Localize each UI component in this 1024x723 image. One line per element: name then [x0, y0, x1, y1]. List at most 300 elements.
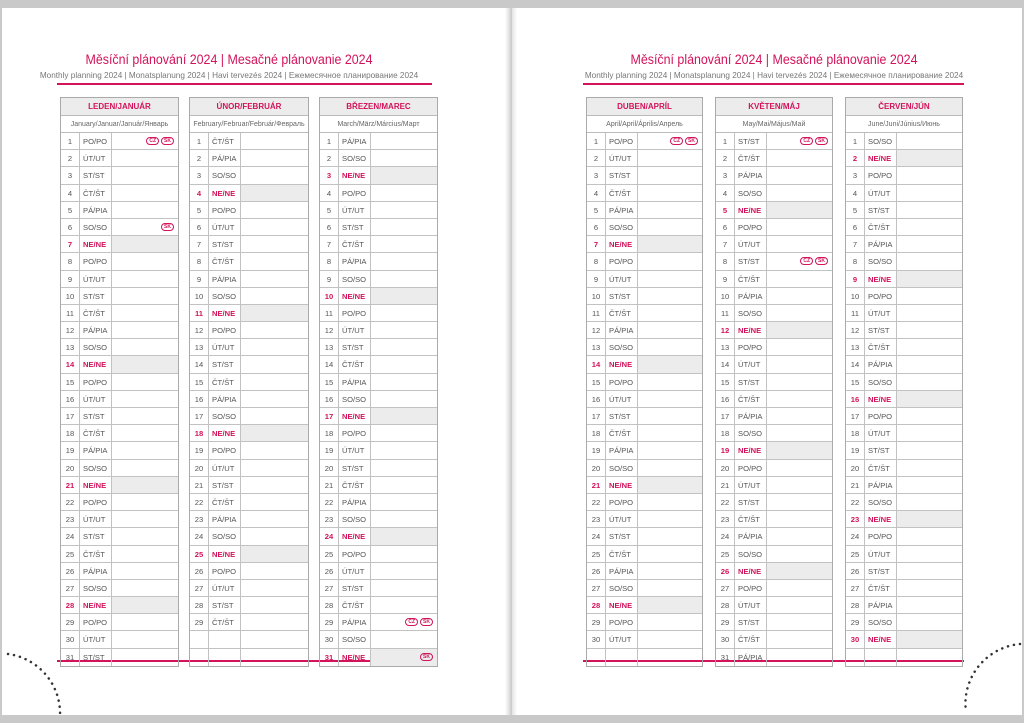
- day-row[interactable]: [320, 408, 437, 425]
- day-row[interactable]: [587, 219, 702, 236]
- notes-cell[interactable]: [897, 442, 962, 458]
- notes-cell[interactable]: [638, 133, 702, 149]
- day-row[interactable]: [320, 580, 437, 597]
- notes-cell[interactable]: [371, 271, 437, 287]
- notes-cell[interactable]: [112, 339, 178, 355]
- notes-cell[interactable]: [897, 580, 962, 596]
- day-row[interactable]: [716, 614, 832, 631]
- day-row[interactable]: [716, 202, 832, 219]
- notes-cell[interactable]: [371, 580, 437, 596]
- day-row[interactable]: [320, 305, 437, 322]
- notes-cell[interactable]: [897, 133, 962, 149]
- notes-cell[interactable]: [241, 442, 308, 458]
- day-row[interactable]: [587, 202, 702, 219]
- day-row[interactable]: [846, 425, 962, 442]
- notes-cell[interactable]: [767, 649, 832, 666]
- notes-cell[interactable]: [371, 408, 437, 424]
- day-row[interactable]: [320, 494, 437, 511]
- notes-cell[interactable]: [371, 563, 437, 579]
- day-row[interactable]: [320, 477, 437, 494]
- notes-cell[interactable]: [371, 202, 437, 218]
- day-row[interactable]: [61, 425, 178, 442]
- notes-cell[interactable]: [638, 356, 702, 372]
- notes-cell[interactable]: [638, 546, 702, 562]
- day-row[interactable]: [587, 597, 702, 614]
- day-row[interactable]: [190, 580, 308, 597]
- notes-cell[interactable]: [767, 253, 832, 269]
- notes-cell[interactable]: [112, 288, 178, 304]
- notes-cell[interactable]: [897, 460, 962, 476]
- day-row[interactable]: [190, 236, 308, 253]
- notes-cell[interactable]: [767, 305, 832, 321]
- notes-cell[interactable]: [371, 597, 437, 613]
- day-row[interactable]: [61, 322, 178, 339]
- day-row[interactable]: [61, 649, 178, 666]
- day-row[interactable]: [716, 408, 832, 425]
- day-row[interactable]: [320, 511, 437, 528]
- notes-cell[interactable]: [371, 649, 437, 666]
- notes-cell[interactable]: [767, 150, 832, 166]
- day-row[interactable]: [61, 477, 178, 494]
- notes-cell[interactable]: [371, 339, 437, 355]
- notes-cell[interactable]: [638, 271, 702, 287]
- notes-cell[interactable]: [112, 271, 178, 287]
- notes-cell[interactable]: [897, 528, 962, 544]
- day-row[interactable]: [61, 511, 178, 528]
- day-row[interactable]: [716, 356, 832, 373]
- notes-cell[interactable]: [897, 477, 962, 493]
- day-row[interactable]: [716, 460, 832, 477]
- day-row[interactable]: [61, 339, 178, 356]
- day-row[interactable]: [716, 374, 832, 391]
- day-row[interactable]: [587, 322, 702, 339]
- notes-cell[interactable]: [767, 425, 832, 441]
- notes-cell[interactable]: [767, 374, 832, 390]
- notes-cell[interactable]: [112, 322, 178, 338]
- day-row[interactable]: [716, 339, 832, 356]
- notes-cell[interactable]: [767, 511, 832, 527]
- day-row[interactable]: [190, 185, 308, 202]
- notes-cell[interactable]: [897, 597, 962, 613]
- notes-cell[interactable]: [638, 528, 702, 544]
- notes-cell[interactable]: [638, 236, 702, 252]
- day-row[interactable]: [846, 202, 962, 219]
- day-row[interactable]: [716, 649, 832, 666]
- notes-cell[interactable]: [767, 167, 832, 183]
- day-row[interactable]: [716, 236, 832, 253]
- notes-cell[interactable]: [112, 511, 178, 527]
- day-row[interactable]: [61, 374, 178, 391]
- notes-cell[interactable]: [897, 167, 962, 183]
- day-row[interactable]: [190, 133, 308, 150]
- notes-cell[interactable]: [241, 563, 308, 579]
- day-row[interactable]: [61, 133, 178, 150]
- day-row[interactable]: [587, 305, 702, 322]
- day-row[interactable]: [61, 271, 178, 288]
- notes-cell[interactable]: [112, 528, 178, 544]
- notes-cell[interactable]: [112, 614, 178, 630]
- day-row[interactable]: [190, 528, 308, 545]
- day-row[interactable]: [320, 185, 437, 202]
- day-row[interactable]: [61, 219, 178, 236]
- notes-cell[interactable]: [241, 494, 308, 510]
- notes-cell[interactable]: [638, 391, 702, 407]
- day-row[interactable]: [61, 460, 178, 477]
- day-row[interactable]: [190, 253, 308, 270]
- notes-cell[interactable]: [371, 511, 437, 527]
- notes-cell[interactable]: [371, 614, 437, 630]
- notes-cell[interactable]: [371, 374, 437, 390]
- notes-cell[interactable]: [767, 236, 832, 252]
- notes-cell[interactable]: [638, 185, 702, 201]
- day-row[interactable]: [320, 339, 437, 356]
- notes-cell[interactable]: [767, 477, 832, 493]
- notes-cell[interactable]: [371, 322, 437, 338]
- day-row[interactable]: [716, 425, 832, 442]
- day-row[interactable]: [190, 356, 308, 373]
- day-row[interactable]: [190, 563, 308, 580]
- notes-cell[interactable]: [897, 631, 962, 647]
- notes-cell[interactable]: [371, 236, 437, 252]
- notes-cell[interactable]: [241, 150, 308, 166]
- notes-cell[interactable]: [371, 356, 437, 372]
- day-row[interactable]: [716, 167, 832, 184]
- notes-cell[interactable]: [638, 580, 702, 596]
- day-row[interactable]: [320, 374, 437, 391]
- day-row[interactable]: [61, 563, 178, 580]
- notes-cell[interactable]: [767, 202, 832, 218]
- day-row[interactable]: [320, 528, 437, 545]
- day-row[interactable]: [320, 219, 437, 236]
- day-row[interactable]: [716, 185, 832, 202]
- notes-cell[interactable]: [767, 631, 832, 647]
- day-row[interactable]: [716, 305, 832, 322]
- day-row[interactable]: [846, 442, 962, 459]
- day-row[interactable]: [61, 391, 178, 408]
- day-row[interactable]: [587, 236, 702, 253]
- notes-cell[interactable]: [897, 408, 962, 424]
- notes-cell[interactable]: [241, 202, 308, 218]
- day-row[interactable]: [190, 322, 308, 339]
- notes-cell[interactable]: [371, 133, 437, 149]
- notes-cell[interactable]: [638, 150, 702, 166]
- notes-cell[interactable]: [112, 356, 178, 372]
- day-row[interactable]: [587, 253, 702, 270]
- notes-cell[interactable]: [241, 253, 308, 269]
- notes-cell[interactable]: [241, 597, 308, 613]
- notes-cell[interactable]: [241, 374, 308, 390]
- notes-cell[interactable]: [767, 322, 832, 338]
- notes-cell[interactable]: [767, 614, 832, 630]
- day-row[interactable]: [320, 167, 437, 184]
- notes-cell[interactable]: [897, 150, 962, 166]
- notes-cell[interactable]: [638, 425, 702, 441]
- notes-cell[interactable]: [112, 133, 178, 149]
- day-row[interactable]: [846, 288, 962, 305]
- notes-cell[interactable]: [897, 219, 962, 235]
- day-row[interactable]: [846, 477, 962, 494]
- notes-cell[interactable]: [897, 202, 962, 218]
- day-row[interactable]: [587, 442, 702, 459]
- notes-cell[interactable]: [241, 236, 308, 252]
- notes-cell[interactable]: [112, 185, 178, 201]
- day-row[interactable]: [320, 202, 437, 219]
- notes-cell[interactable]: [897, 185, 962, 201]
- notes-cell[interactable]: [371, 391, 437, 407]
- notes-cell[interactable]: [371, 150, 437, 166]
- day-row[interactable]: [846, 563, 962, 580]
- notes-cell[interactable]: [241, 511, 308, 527]
- day-row[interactable]: [587, 528, 702, 545]
- notes-cell[interactable]: [638, 511, 702, 527]
- day-row[interactable]: [61, 408, 178, 425]
- notes-cell[interactable]: [112, 391, 178, 407]
- day-row[interactable]: [587, 494, 702, 511]
- day-row[interactable]: [320, 356, 437, 373]
- day-row[interactable]: [320, 133, 437, 150]
- day-row[interactable]: [846, 597, 962, 614]
- day-row[interactable]: [190, 374, 308, 391]
- day-row[interactable]: [716, 442, 832, 459]
- day-row[interactable]: [320, 322, 437, 339]
- day-row[interactable]: [61, 305, 178, 322]
- notes-cell[interactable]: [241, 614, 308, 630]
- day-row[interactable]: [846, 408, 962, 425]
- notes-cell[interactable]: [638, 494, 702, 510]
- day-row[interactable]: [587, 580, 702, 597]
- day-row[interactable]: [846, 391, 962, 408]
- notes-cell[interactable]: [767, 356, 832, 372]
- notes-cell[interactable]: [371, 460, 437, 476]
- day-row[interactable]: [320, 597, 437, 614]
- notes-cell[interactable]: [371, 425, 437, 441]
- day-row[interactable]: [716, 546, 832, 563]
- notes-cell[interactable]: [638, 305, 702, 321]
- day-row[interactable]: [846, 133, 962, 150]
- day-row[interactable]: [61, 580, 178, 597]
- notes-cell[interactable]: [112, 597, 178, 613]
- day-row[interactable]: [587, 339, 702, 356]
- day-row[interactable]: [846, 185, 962, 202]
- notes-cell[interactable]: [112, 305, 178, 321]
- day-row[interactable]: [587, 133, 702, 150]
- day-row[interactable]: [716, 597, 832, 614]
- day-row[interactable]: [320, 442, 437, 459]
- notes-cell[interactable]: [241, 546, 308, 562]
- day-row[interactable]: [320, 425, 437, 442]
- notes-cell[interactable]: [241, 185, 308, 201]
- notes-cell[interactable]: [638, 253, 702, 269]
- notes-cell[interactable]: [897, 614, 962, 630]
- day-row[interactable]: [846, 167, 962, 184]
- day-row[interactable]: [190, 219, 308, 236]
- notes-cell[interactable]: [112, 236, 178, 252]
- day-row[interactable]: [587, 408, 702, 425]
- day-row[interactable]: [846, 631, 962, 648]
- day-row[interactable]: [61, 150, 178, 167]
- day-row[interactable]: [846, 546, 962, 563]
- notes-cell[interactable]: [897, 511, 962, 527]
- notes-cell[interactable]: [897, 271, 962, 287]
- notes-cell[interactable]: [241, 460, 308, 476]
- day-row[interactable]: [587, 511, 702, 528]
- day-row[interactable]: [846, 356, 962, 373]
- notes-cell[interactable]: [767, 133, 832, 149]
- notes-cell[interactable]: [767, 528, 832, 544]
- day-row[interactable]: [716, 528, 832, 545]
- day-row[interactable]: [587, 185, 702, 202]
- notes-cell[interactable]: [371, 219, 437, 235]
- notes-cell[interactable]: [638, 442, 702, 458]
- notes-cell[interactable]: [371, 442, 437, 458]
- notes-cell[interactable]: [241, 408, 308, 424]
- day-row[interactable]: [587, 150, 702, 167]
- notes-cell[interactable]: [241, 305, 308, 321]
- day-row[interactable]: [190, 167, 308, 184]
- day-row[interactable]: [716, 219, 832, 236]
- day-row[interactable]: [846, 460, 962, 477]
- notes-cell[interactable]: [897, 425, 962, 441]
- day-row[interactable]: [587, 631, 702, 648]
- day-row[interactable]: [320, 150, 437, 167]
- notes-cell[interactable]: [638, 614, 702, 630]
- notes-cell[interactable]: [767, 391, 832, 407]
- notes-cell[interactable]: [638, 563, 702, 579]
- notes-cell[interactable]: [112, 631, 178, 647]
- day-row[interactable]: [320, 288, 437, 305]
- notes-cell[interactable]: [112, 253, 178, 269]
- notes-cell[interactable]: [638, 477, 702, 493]
- notes-cell[interactable]: [638, 408, 702, 424]
- day-row[interactable]: [846, 305, 962, 322]
- notes-cell[interactable]: [767, 408, 832, 424]
- notes-cell[interactable]: [371, 185, 437, 201]
- day-row[interactable]: [846, 253, 962, 270]
- day-row[interactable]: [320, 546, 437, 563]
- day-row[interactable]: [587, 288, 702, 305]
- notes-cell[interactable]: [241, 219, 308, 235]
- notes-cell[interactable]: [371, 477, 437, 493]
- day-row[interactable]: [320, 253, 437, 270]
- day-row[interactable]: [716, 150, 832, 167]
- day-row[interactable]: [320, 271, 437, 288]
- notes-cell[interactable]: [897, 391, 962, 407]
- notes-cell[interactable]: [112, 425, 178, 441]
- day-row[interactable]: [190, 339, 308, 356]
- notes-cell[interactable]: [897, 288, 962, 304]
- notes-cell[interactable]: [241, 477, 308, 493]
- day-row[interactable]: [587, 614, 702, 631]
- notes-cell[interactable]: [112, 442, 178, 458]
- notes-cell[interactable]: [371, 494, 437, 510]
- day-row[interactable]: [61, 614, 178, 631]
- day-row[interactable]: [587, 546, 702, 563]
- day-row[interactable]: [61, 494, 178, 511]
- notes-cell[interactable]: [241, 133, 308, 149]
- day-row[interactable]: [320, 563, 437, 580]
- notes-cell[interactable]: [638, 202, 702, 218]
- notes-cell[interactable]: [112, 649, 178, 666]
- day-row[interactable]: [846, 150, 962, 167]
- day-row[interactable]: [190, 614, 308, 631]
- notes-cell[interactable]: [638, 288, 702, 304]
- day-row[interactable]: [846, 374, 962, 391]
- day-row[interactable]: [320, 460, 437, 477]
- notes-cell[interactable]: [897, 494, 962, 510]
- day-row[interactable]: [716, 631, 832, 648]
- notes-cell[interactable]: [371, 167, 437, 183]
- notes-cell[interactable]: [241, 528, 308, 544]
- day-row[interactable]: [587, 425, 702, 442]
- day-row[interactable]: [587, 477, 702, 494]
- notes-cell[interactable]: [767, 219, 832, 235]
- day-row[interactable]: [716, 563, 832, 580]
- day-row[interactable]: [587, 374, 702, 391]
- day-row[interactable]: [190, 150, 308, 167]
- day-row[interactable]: [716, 511, 832, 528]
- notes-cell[interactable]: [897, 563, 962, 579]
- day-row[interactable]: [190, 271, 308, 288]
- notes-cell[interactable]: [241, 322, 308, 338]
- day-row[interactable]: [61, 442, 178, 459]
- day-row[interactable]: [320, 236, 437, 253]
- day-row[interactable]: [587, 271, 702, 288]
- day-row[interactable]: [190, 597, 308, 614]
- day-row[interactable]: [61, 288, 178, 305]
- day-row[interactable]: [61, 202, 178, 219]
- day-row[interactable]: [61, 167, 178, 184]
- day-row[interactable]: [846, 614, 962, 631]
- day-row[interactable]: [846, 511, 962, 528]
- day-row[interactable]: [716, 391, 832, 408]
- day-row[interactable]: [61, 236, 178, 253]
- notes-cell[interactable]: [767, 185, 832, 201]
- notes-cell[interactable]: [767, 271, 832, 287]
- notes-cell[interactable]: [371, 528, 437, 544]
- day-row[interactable]: [190, 477, 308, 494]
- notes-cell[interactable]: [897, 253, 962, 269]
- day-row[interactable]: [190, 460, 308, 477]
- notes-cell[interactable]: [112, 219, 178, 235]
- day-row[interactable]: [846, 528, 962, 545]
- notes-cell[interactable]: [897, 339, 962, 355]
- notes-cell[interactable]: [112, 580, 178, 596]
- day-row[interactable]: [846, 339, 962, 356]
- day-row[interactable]: [190, 511, 308, 528]
- notes-cell[interactable]: [897, 236, 962, 252]
- notes-cell[interactable]: [371, 288, 437, 304]
- day-row[interactable]: [320, 649, 437, 666]
- notes-cell[interactable]: [897, 322, 962, 338]
- day-row[interactable]: [587, 563, 702, 580]
- notes-cell[interactable]: [371, 253, 437, 269]
- notes-cell[interactable]: [767, 339, 832, 355]
- notes-cell[interactable]: [638, 374, 702, 390]
- day-row[interactable]: [190, 408, 308, 425]
- day-row[interactable]: [587, 356, 702, 373]
- day-row[interactable]: [716, 133, 832, 150]
- notes-cell[interactable]: [638, 322, 702, 338]
- day-row[interactable]: [716, 477, 832, 494]
- day-row[interactable]: [587, 391, 702, 408]
- notes-cell[interactable]: [897, 305, 962, 321]
- notes-cell[interactable]: [638, 460, 702, 476]
- notes-cell[interactable]: [767, 546, 832, 562]
- day-row[interactable]: [716, 253, 832, 270]
- notes-cell[interactable]: [241, 425, 308, 441]
- notes-cell[interactable]: [767, 597, 832, 613]
- day-row[interactable]: [61, 185, 178, 202]
